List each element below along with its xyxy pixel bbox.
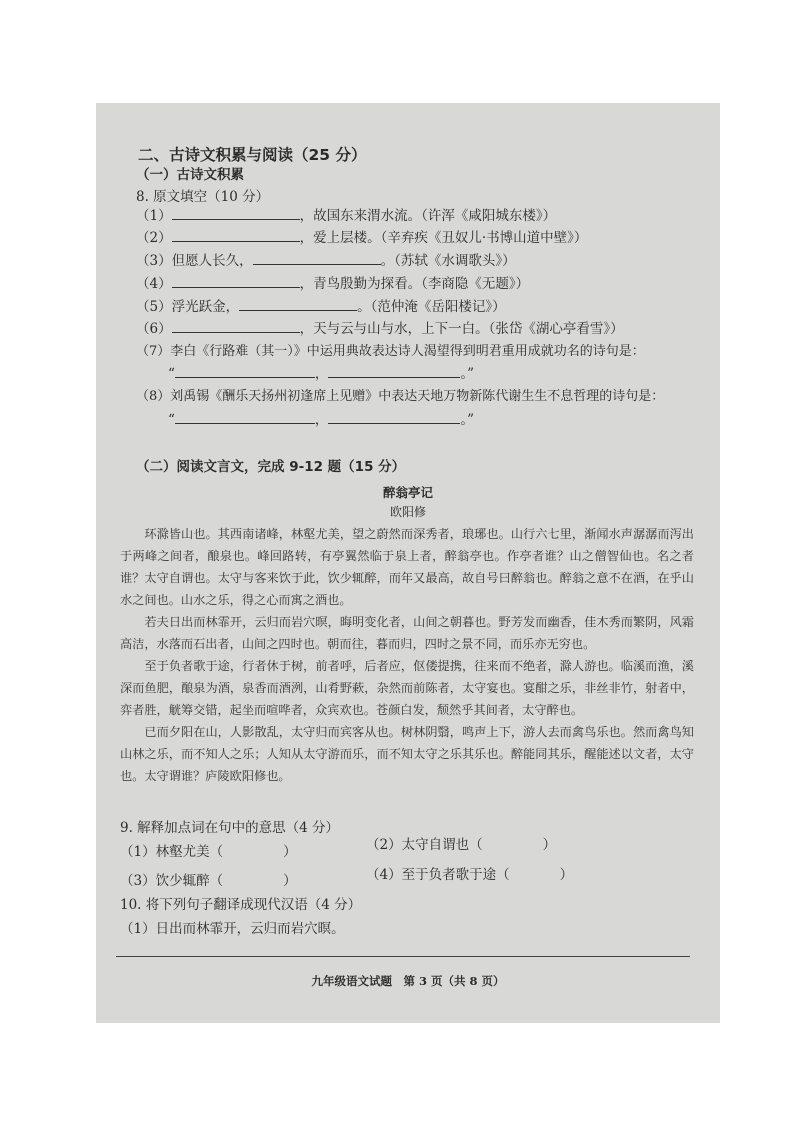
page-footer: 九年级语文试题 第 3 页（共 8 页） — [311, 974, 505, 988]
q9-item-4: （4）至于负者歌于途（ ） — [366, 867, 574, 883]
fill-8-answer: “ ， 。” — [168, 412, 475, 428]
part1-title: （一）古诗文积累 — [136, 167, 244, 183]
fill-3: （3）但愿人长久， 。（苏轼《水调歌头》） — [136, 253, 516, 269]
essay-author: 欧阳修 — [389, 505, 426, 519]
essay-paragraph: 环滁皆山也。其西南诸峰，林壑尤美，望之蔚然而深秀者，琅琊也。山行六七里，渐闻水声潺潺而泻出于两峰之间者，酿泉也。峰回路转，有亭翼然临于泉上者，醉翁亭也。作亭者谁？山之僧智仙也。名之者谁？太守自谓也。太守与客来饮于此，饮少辄醉，而年又最高，故自号曰醉翁也。醉翁之意不在酒，在乎山水之间也。山水之乐，得之心而寓之酒也。 — [120, 527, 694, 607]
question-9: 9. 解释加点词在句中的意思（4 分） — [120, 820, 340, 836]
exam-page — [96, 103, 720, 1023]
part2-title: （二）阅读文言文，完成 9-12 题（15 分） — [136, 459, 406, 475]
q9-item-1: （1）林壑尤美（ ） — [120, 844, 297, 860]
fill-7-prompt: （7）李白《行路难（其一）》中运用典故表达诗人渴望得到明君重用成就功名的诗句是： — [136, 344, 645, 359]
footer-rule — [116, 956, 690, 957]
q10-item-1: （1）日出而林霏开，云归而岩穴暝。 — [120, 921, 345, 937]
fill-2: （2） ，爱上层楼。（辛弃疾《丑奴儿·书博山道中壁》） — [136, 230, 588, 246]
question-10: 10. 将下列句子翻译成现代汉语（4 分） — [120, 897, 362, 913]
essay-paragraph: 至于负者歌于途，行者休于树，前者呼，后者应，伛偻提携，往来而不绝者，滁人游也。临溪而渔，溪深而鱼肥，酿泉为酒，泉香而酒洌，山肴野蔌，杂然而前陈者，太守宴也。宴酣之乐，非丝非竹，射者中，弈者胜，觥筹交错，起坐而喧哗者，众宾欢也。苍颜白发，颓然乎其间者，太守醉也。 — [120, 659, 694, 717]
q9-item-3: （3）饮少辄醉（ ） — [120, 873, 297, 889]
fill-5: （5）浮光跃金， 。（范仲淹《岳阳楼记》） — [136, 299, 506, 315]
question-8: 8. 原文填空（10 分） — [136, 189, 270, 205]
fill-6: （6） ，天与云与山与水，上下一白。（张岱《湖心亭看雪》） — [136, 321, 624, 337]
section-title: 二、古诗文积累与阅读（25 分） — [138, 146, 367, 164]
essay-title: 醉翁亭记 — [382, 485, 433, 500]
fill-7-answer: “ ， 。” — [168, 366, 475, 382]
q9-item-2: （2）太守自谓也（ ） — [366, 837, 557, 853]
fill-4: （4） ，青鸟殷勤为探看。（李商隐《无题》） — [136, 276, 530, 292]
essay-paragraph: 已而夕阳在山，人影散乱，太守归而宾客从也。树林阴翳，鸣声上下，游人去而禽鸟乐也。然而禽鸟知山林之乐，而不知人之乐；人知从太守游而乐，而不知太守之乐其乐也。醉能同其乐，醒能述以文者，太守也。太守谓谁？庐陵欧阳修也。 — [120, 725, 694, 783]
fill-1: （1） ，故国东来渭水流。（许浑《咸阳城东楼》） — [136, 208, 557, 224]
essay-body — [120, 523, 694, 787]
fill-8-prompt: （8）刘禹锡《酬乐天扬州初逢席上见赠》中表达天地万物新陈代谢生生不息哲理的诗句是： — [136, 389, 665, 404]
essay-paragraph: 若夫日出而林霏开，云归而岩穴暝，晦明变化者，山间之朝暮也。野芳发而幽香，佳木秀而繁阴，风霜高洁，水落而石出者，山间之四时也。朝而往，暮而归，四时之景不同，而乐亦无穷也。 — [120, 615, 694, 651]
